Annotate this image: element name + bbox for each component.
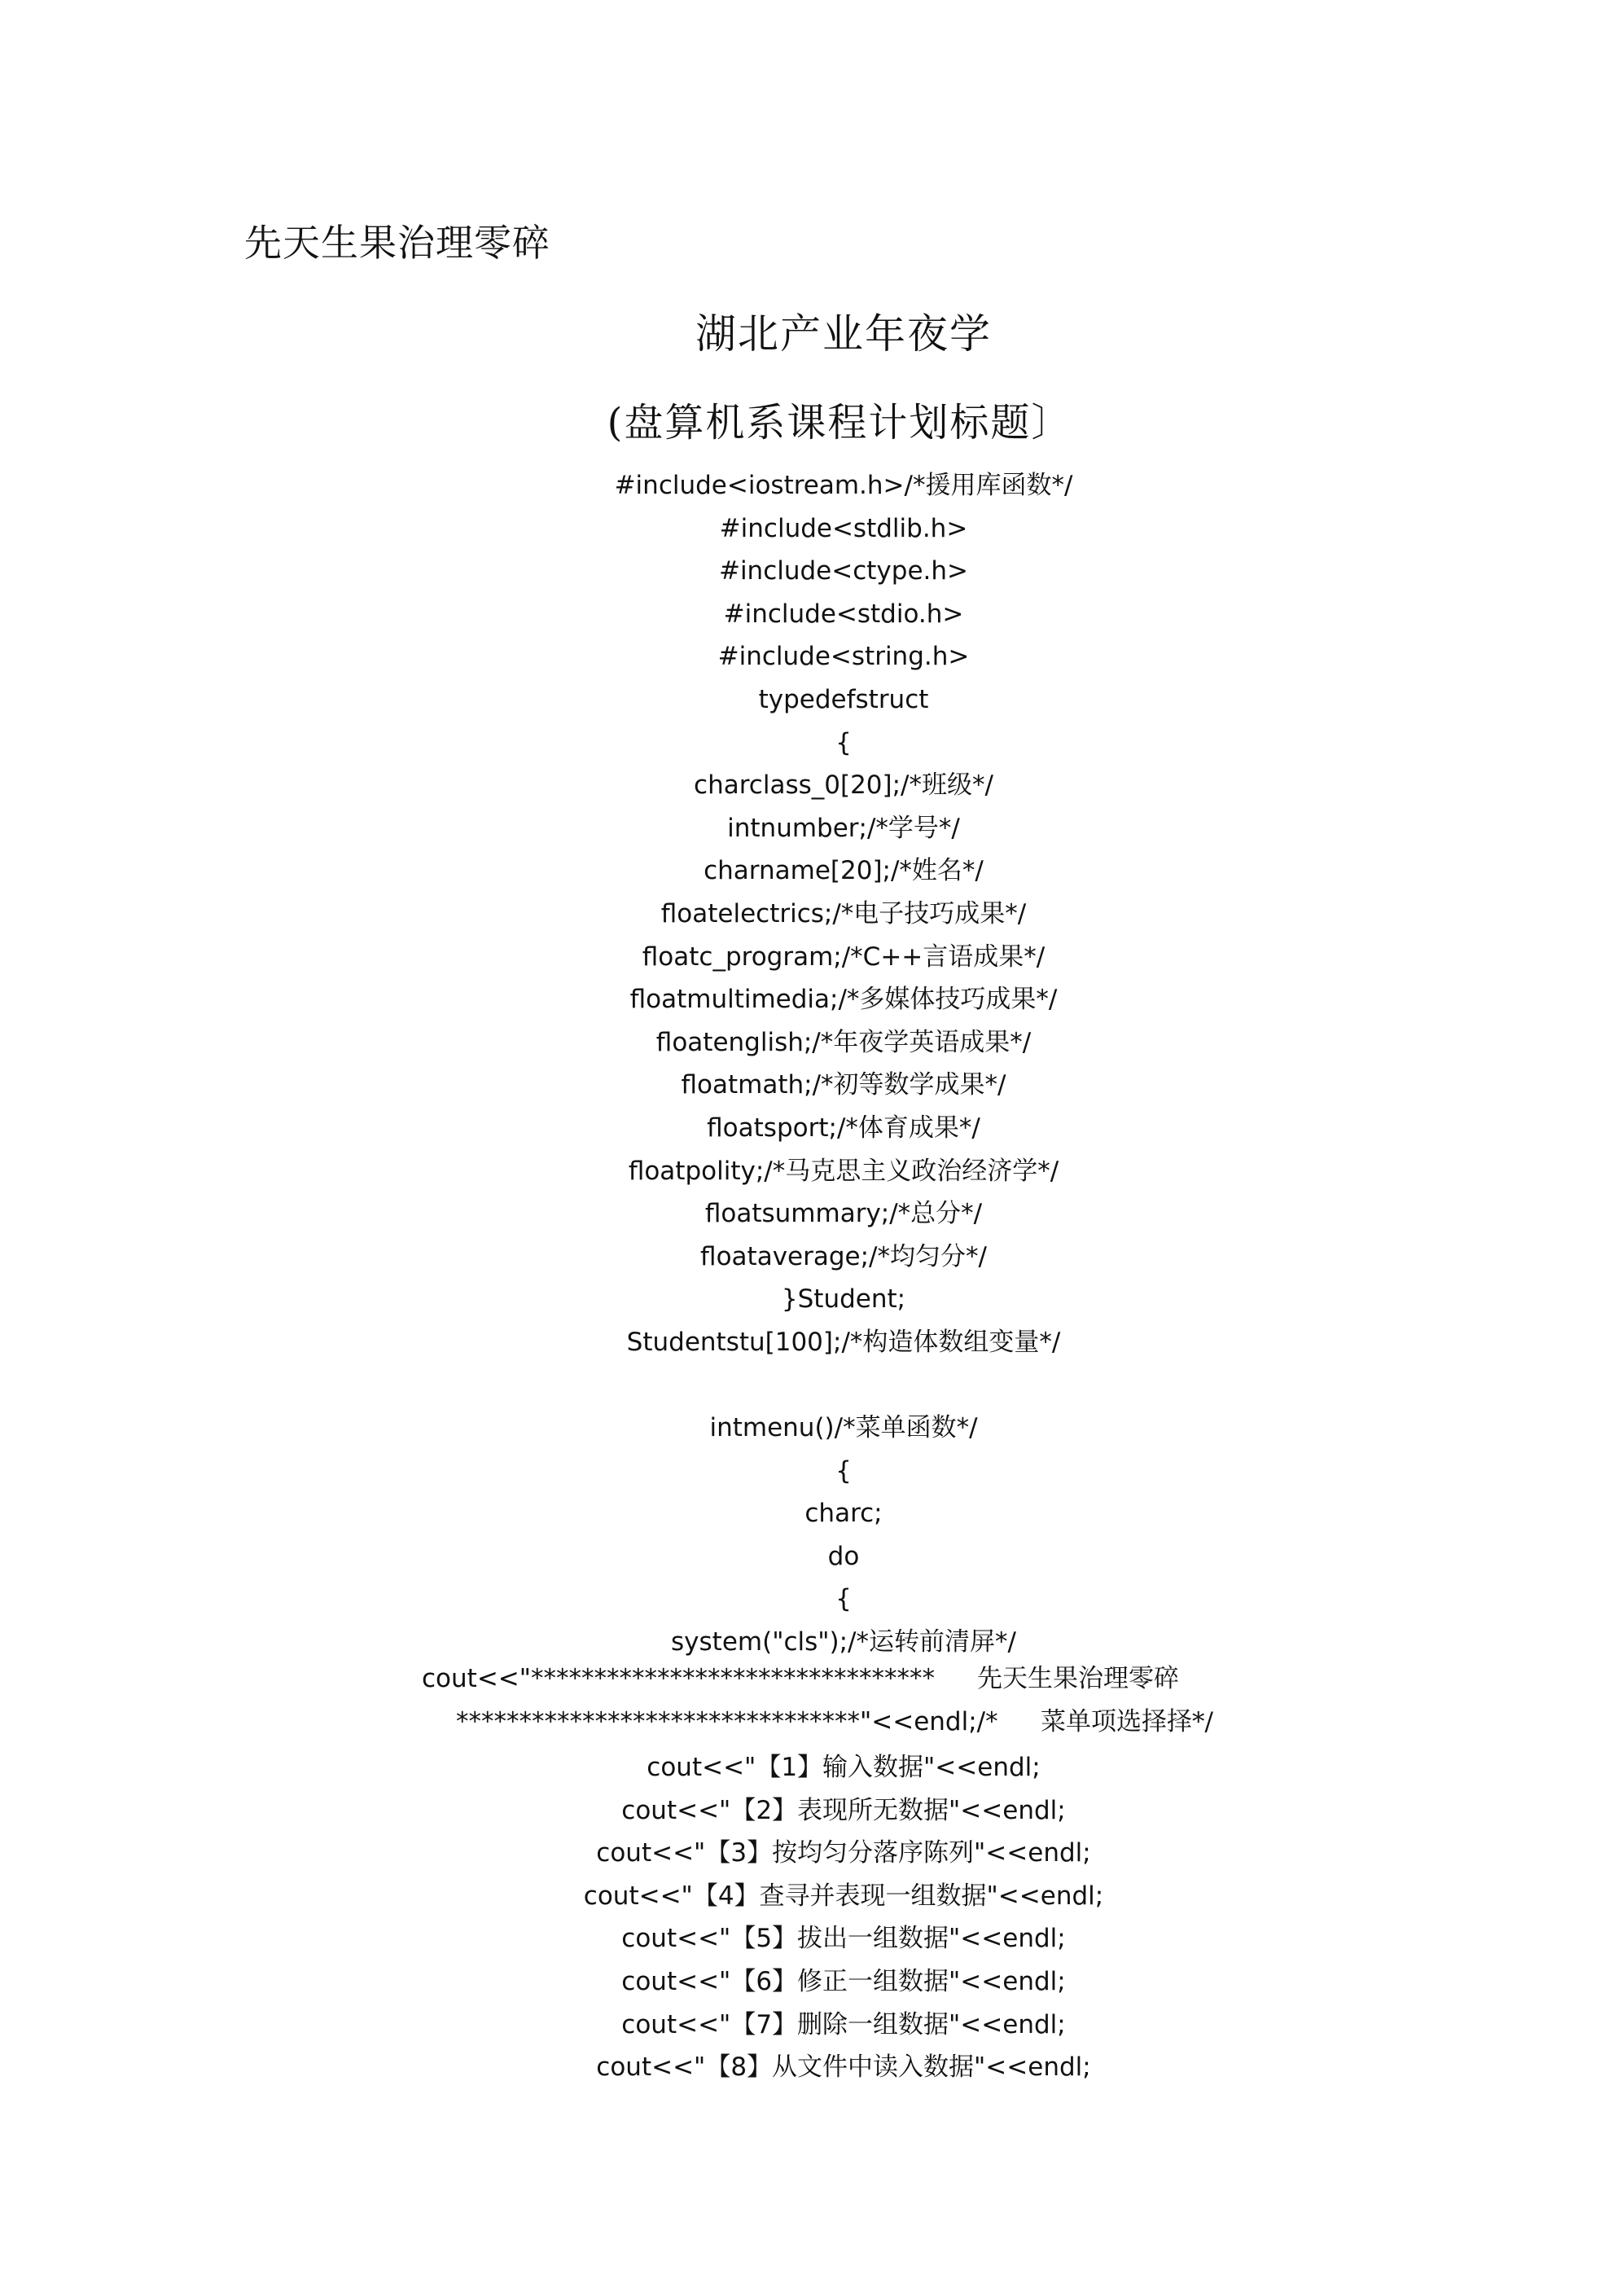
menu-code-line: cout<<"【8】从文件中读入数据"<<endl; xyxy=(596,2052,1091,2083)
banner-line-2-left: ********************************"<<endl;/* xyxy=(456,1707,998,1736)
code-line: floatsport;/*体育成果*/ xyxy=(707,1113,980,1143)
code-line: charc; xyxy=(804,1499,883,1529)
banner-line-1-right: 先天生果治理零碎 xyxy=(977,1664,1179,1693)
menu-code-line: cout<<"【6】修正一组数据"<<endl; xyxy=(621,1966,1066,1996)
menu-code-line: cout<<"【4】查寻并表现一组数据"<<endl; xyxy=(583,1881,1104,1911)
code-line: { xyxy=(835,1584,852,1614)
menu-code-line: cout<<"【7】删除一组数据"<<endl; xyxy=(621,2009,1066,2039)
menu-code-line: cout<<"【5】拔出一组数据"<<endl; xyxy=(621,1924,1066,1954)
menu-code-line: cout<<"【3】按均匀分落序陈列"<<endl; xyxy=(596,1838,1091,1868)
code-line: floatelectrics;/*电子技巧成果*/ xyxy=(660,898,1027,928)
course-design-subtitle: (盘算机系课程计划标题〕 xyxy=(607,400,1072,446)
code-line: charname[20];/*姓名*/ xyxy=(704,856,984,886)
menu-listing xyxy=(0,1746,1622,2089)
menu-code-line: cout<<"【2】表现所无数据"<<endl; xyxy=(621,1795,1066,1825)
code-line: #include<stdio.h> xyxy=(723,599,964,629)
banner-line-1-left: cout<<"******************************** xyxy=(422,1664,936,1693)
code-line: system("cls");/*运转前清屏*/ xyxy=(671,1627,1016,1657)
code-line: floatsummary;/*总分*/ xyxy=(704,1199,983,1229)
code-line: floatmultimedia;/*多媒体技巧成果*/ xyxy=(629,985,1058,1015)
banner-line-2-right: 菜单项选择择*/ xyxy=(1041,1707,1213,1736)
code-line: floatmath;/*初等数学成果*/ xyxy=(681,1070,1006,1100)
code-line: typedefstruct xyxy=(758,684,929,714)
code-line: { xyxy=(835,1455,852,1486)
code-line: floatenglish;/*年夜学英语成果*/ xyxy=(655,1027,1032,1057)
code-listing xyxy=(0,464,1622,1664)
code-line-blank xyxy=(0,1363,1622,1407)
code-line: #include<ctype.h> xyxy=(718,556,969,586)
code-line: floatc_program;/*C++言语成果*/ xyxy=(642,942,1046,972)
menu-code-line: cout<<"【1】输入数据"<<endl; xyxy=(647,1753,1041,1782)
code-line: Studentstu[100];/*构造体数组变量*/ xyxy=(626,1327,1061,1357)
code-line: floataverage;/*均匀分*/ xyxy=(700,1241,987,1271)
code-line: do xyxy=(827,1541,860,1571)
code-line: #include<iostream.h>/*援用库函数*/ xyxy=(614,471,1073,500)
running-header-title: 先天生果治理零碎 xyxy=(244,221,550,265)
code-line: floatpolity;/*马克思主义政治经济学*/ xyxy=(628,1156,1059,1186)
code-line: { xyxy=(835,727,852,757)
code-line: intnumber;/*学号*/ xyxy=(727,813,960,843)
code-line: intmenu()/*菜单函数*/ xyxy=(709,1413,978,1443)
university-name: 湖北产业年夜学 xyxy=(695,310,992,358)
code-line: charclass_0[20];/*班级*/ xyxy=(694,770,993,801)
code-line: }Student; xyxy=(781,1284,906,1315)
code-line: #include<stdlib.h> xyxy=(719,513,968,543)
code-line: #include<string.h> xyxy=(717,642,970,672)
